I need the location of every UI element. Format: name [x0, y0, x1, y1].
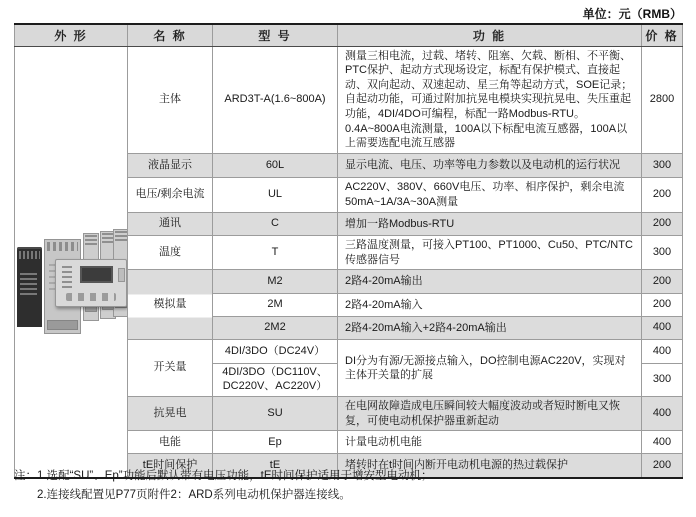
- row-price: 200: [642, 454, 683, 478]
- row-function: 三路温度测量，可接入PT100、PT1000、Cu50、PTC/NTC传感器信号: [338, 235, 642, 269]
- row-price: 400: [642, 317, 683, 340]
- row-function: 增加一路Modbus-RTU: [338, 212, 642, 235]
- col-header-model: 型 号: [213, 24, 338, 46]
- row-model: 4DI/3DO（DC24V）: [213, 340, 338, 364]
- photo-detail: [118, 268, 125, 282]
- row-price: 200: [642, 177, 683, 212]
- row-model: M2: [213, 270, 338, 294]
- photo-detail: [85, 235, 97, 245]
- unit-label: 单位：元（RMB）: [582, 7, 682, 21]
- row-function: 在电网故障造成电压瞬间较大幅度波动或者短时断电又恢复，可使电动机保护器重新起动: [338, 397, 642, 431]
- row-name: 液晶显示: [128, 153, 213, 177]
- col-header-name: 名 称: [128, 24, 213, 46]
- row-function: 堵转时在t时间内断开电动机电源的热过载保护: [338, 454, 642, 478]
- appearance-cell: [15, 46, 128, 478]
- row-function: AC220V、380V、660V电压、功率、相序保护，剩余电流50mA~1A/3A~30A测量: [338, 177, 642, 212]
- row-function: 显示电流、电压、功率等电力参数以及电动机的运行状况: [338, 153, 642, 177]
- row-name: 电能: [128, 431, 213, 454]
- row-price: 200: [642, 212, 683, 235]
- row-model: Ep: [213, 431, 338, 454]
- col-header-appearance: 外 形: [15, 24, 128, 46]
- photo-lcd: [80, 266, 113, 283]
- photo-display-panel: [55, 259, 127, 307]
- row-model: UL: [213, 177, 338, 212]
- row-price: 300: [642, 235, 683, 269]
- row-function: DI分为有源/无源接点输入，DO控制电源AC220V，实现对主体开关量的扩展: [338, 340, 642, 397]
- row-model: tE: [213, 454, 338, 478]
- photo-buttons: [66, 293, 116, 301]
- header-row: [15, 24, 683, 46]
- row-name: tE时间保护: [128, 454, 213, 478]
- row-name: 抗晃电: [128, 397, 213, 431]
- product-photo-icon: [17, 195, 127, 307]
- col-header-price: 价 格: [642, 24, 683, 46]
- row-name-analog: 模拟量: [128, 270, 213, 340]
- row-function: 2路4-20mA输入+2路4-20mA输出: [338, 317, 642, 340]
- row-function: 测量三相电流，过载、堵转、阻塞、欠载、断相、不平衡、PTC保护、起动方式现场设定，标配有保护模式、直接起动、双向起动、双速起动、星三角等起动方式，SOE记录；自起动功能，可通过附加抗晃电模块实现抗晃电、失压重起功能，4DI/4DO可编程，标配一路Modbus-RTU。0.4A~800A电流测量，100A以下标配电流互感器，100A以上需要选配电流互感器: [338, 46, 642, 153]
- spec-table: [14, 23, 683, 479]
- photo-dark-module: [17, 247, 42, 327]
- row-function: 2路4-20mA输入: [338, 294, 642, 317]
- row-function: 2路4-20mA输出: [338, 270, 642, 294]
- photo-detail: [19, 251, 40, 259]
- photo-detail: [47, 320, 78, 330]
- row-name: 电压/剩余电流: [128, 177, 213, 212]
- footnotes: [14, 467, 682, 505]
- row-name-switch: 开关量: [128, 340, 213, 397]
- row-model: 2M2: [213, 317, 338, 340]
- row-model: T: [213, 235, 338, 269]
- row-model: 2M: [213, 294, 338, 317]
- photo-detail: [20, 273, 37, 295]
- note-body: [37, 467, 432, 505]
- row-price: 300: [642, 153, 683, 177]
- row-price: 300: [642, 364, 683, 397]
- row-model: ARD3T-A(1.6~800A): [213, 46, 338, 153]
- row-price: 200: [642, 294, 683, 317]
- row-price: 400: [642, 340, 683, 364]
- row-price: 200: [642, 270, 683, 294]
- row-function: 计量电动机电能: [338, 431, 642, 454]
- row-name: 温度: [128, 235, 213, 269]
- table-row: [15, 46, 683, 153]
- photo-detail: [47, 242, 78, 251]
- photo-detail: [115, 231, 127, 241]
- note-prefix: 注：: [14, 470, 37, 482]
- note-line-2: 2.连接线配置见P77页附件2：ARD系列电动机保护器连接线。: [37, 489, 351, 501]
- row-price: 400: [642, 431, 683, 454]
- row-price: 2800: [642, 46, 683, 153]
- col-header-function: 功 能: [338, 24, 642, 46]
- row-model: 4DI/3DO（DC110V、DC220V、AC220V）: [213, 364, 338, 397]
- note-line-1: 1.选配“SU”、Ep”功能后默认带有电压功能，tE时间保护适用于增安型电动机；: [37, 470, 433, 482]
- row-name: 主体: [128, 46, 213, 153]
- row-model: SU: [213, 397, 338, 431]
- row-model: C: [213, 212, 338, 235]
- photo-detail: [62, 266, 72, 288]
- row-price: 400: [642, 397, 683, 431]
- row-model: 60L: [213, 153, 338, 177]
- row-name: 通讯: [128, 212, 213, 235]
